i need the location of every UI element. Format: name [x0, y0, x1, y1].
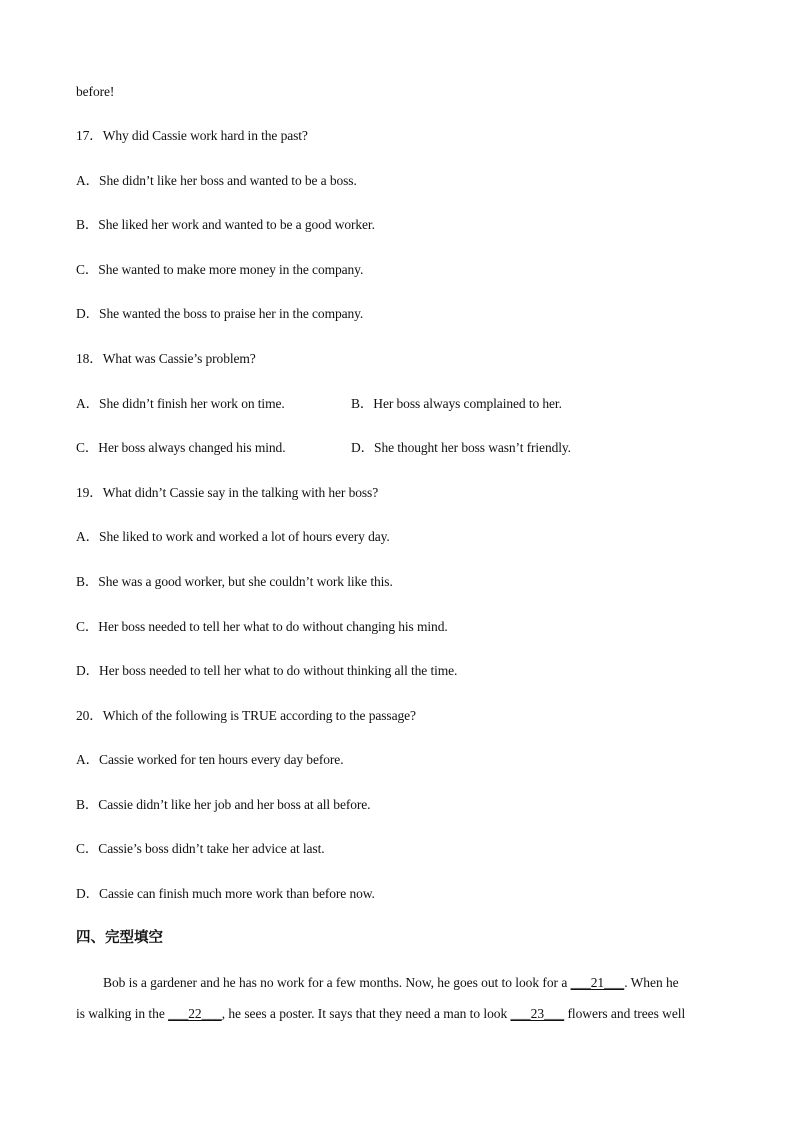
cloze-text: flowers and trees well [564, 1006, 686, 1021]
question-18-option-d: D．She thought her boss wasn’t friendly. [351, 440, 571, 455]
cloze-blank-21[interactable]: ___21___ [570, 975, 625, 990]
question-19-option-c: C．Her boss needed to tell her what to do without changing his mind. [76, 619, 448, 634]
question-19: 19．What didn’t Cassie say in the talking with her boss? [76, 485, 379, 500]
question-18-option-a: A．She didn’t finish her work on time. [76, 396, 285, 411]
cloze-paragraph-line-1 [103, 974, 679, 992]
question-18-option-c: C．Her boss always changed his mind. [76, 440, 286, 455]
question-20-option-d: D．Cassie can finish much more work than before now. [76, 886, 375, 901]
question-18: 18．What was Cassie’s problem? [76, 351, 256, 366]
cloze-text: Bob is a gardener and he has no work for a few months. Now, he goes out to look for a [103, 975, 571, 990]
section-heading: 四、完型填空 [76, 930, 163, 946]
cloze-blank-23[interactable]: ___23___ [510, 1006, 565, 1021]
cloze-text: , he sees a poster. It says that they need a man to look [221, 1006, 511, 1021]
question-17-option-b: B．She liked her work and wanted to be a good worker. [76, 217, 375, 232]
question-19-option-b: B．She was a good worker, but she couldn’t work like this. [76, 574, 393, 589]
question-20-option-a: A．Cassie worked for ten hours every day before. [76, 752, 344, 767]
question-20: 20．Which of the following is TRUE according to the passage? [76, 708, 416, 723]
question-17: 17．Why did Cassie work hard in the past? [76, 128, 308, 143]
cloze-text: is walking in the [76, 1006, 169, 1021]
question-18-option-b: B．Her boss always complained to her. [351, 396, 562, 411]
question-19-option-a: A．She liked to work and worked a lot of hours every day. [76, 529, 390, 544]
question-17-option-c: C．She wanted to make more money in the company. [76, 262, 364, 277]
question-20-option-b: B．Cassie didn’t like her job and her boss at all before. [76, 797, 371, 812]
cloze-paragraph-line-2 [76, 1005, 685, 1023]
passage-fragment: before! [76, 84, 115, 99]
question-17-option-a: A．She didn’t like her boss and wanted to be a boss. [76, 173, 357, 188]
question-19-option-d: D．Her boss needed to tell her what to do without thinking all the time. [76, 663, 458, 678]
question-17-option-d: D．She wanted the boss to praise her in the company. [76, 306, 364, 321]
question-20-option-c: C．Cassie’s boss didn’t take her advice at last. [76, 841, 325, 856]
cloze-text: . When he [624, 975, 679, 990]
cloze-blank-22[interactable]: ___22___ [168, 1006, 222, 1021]
